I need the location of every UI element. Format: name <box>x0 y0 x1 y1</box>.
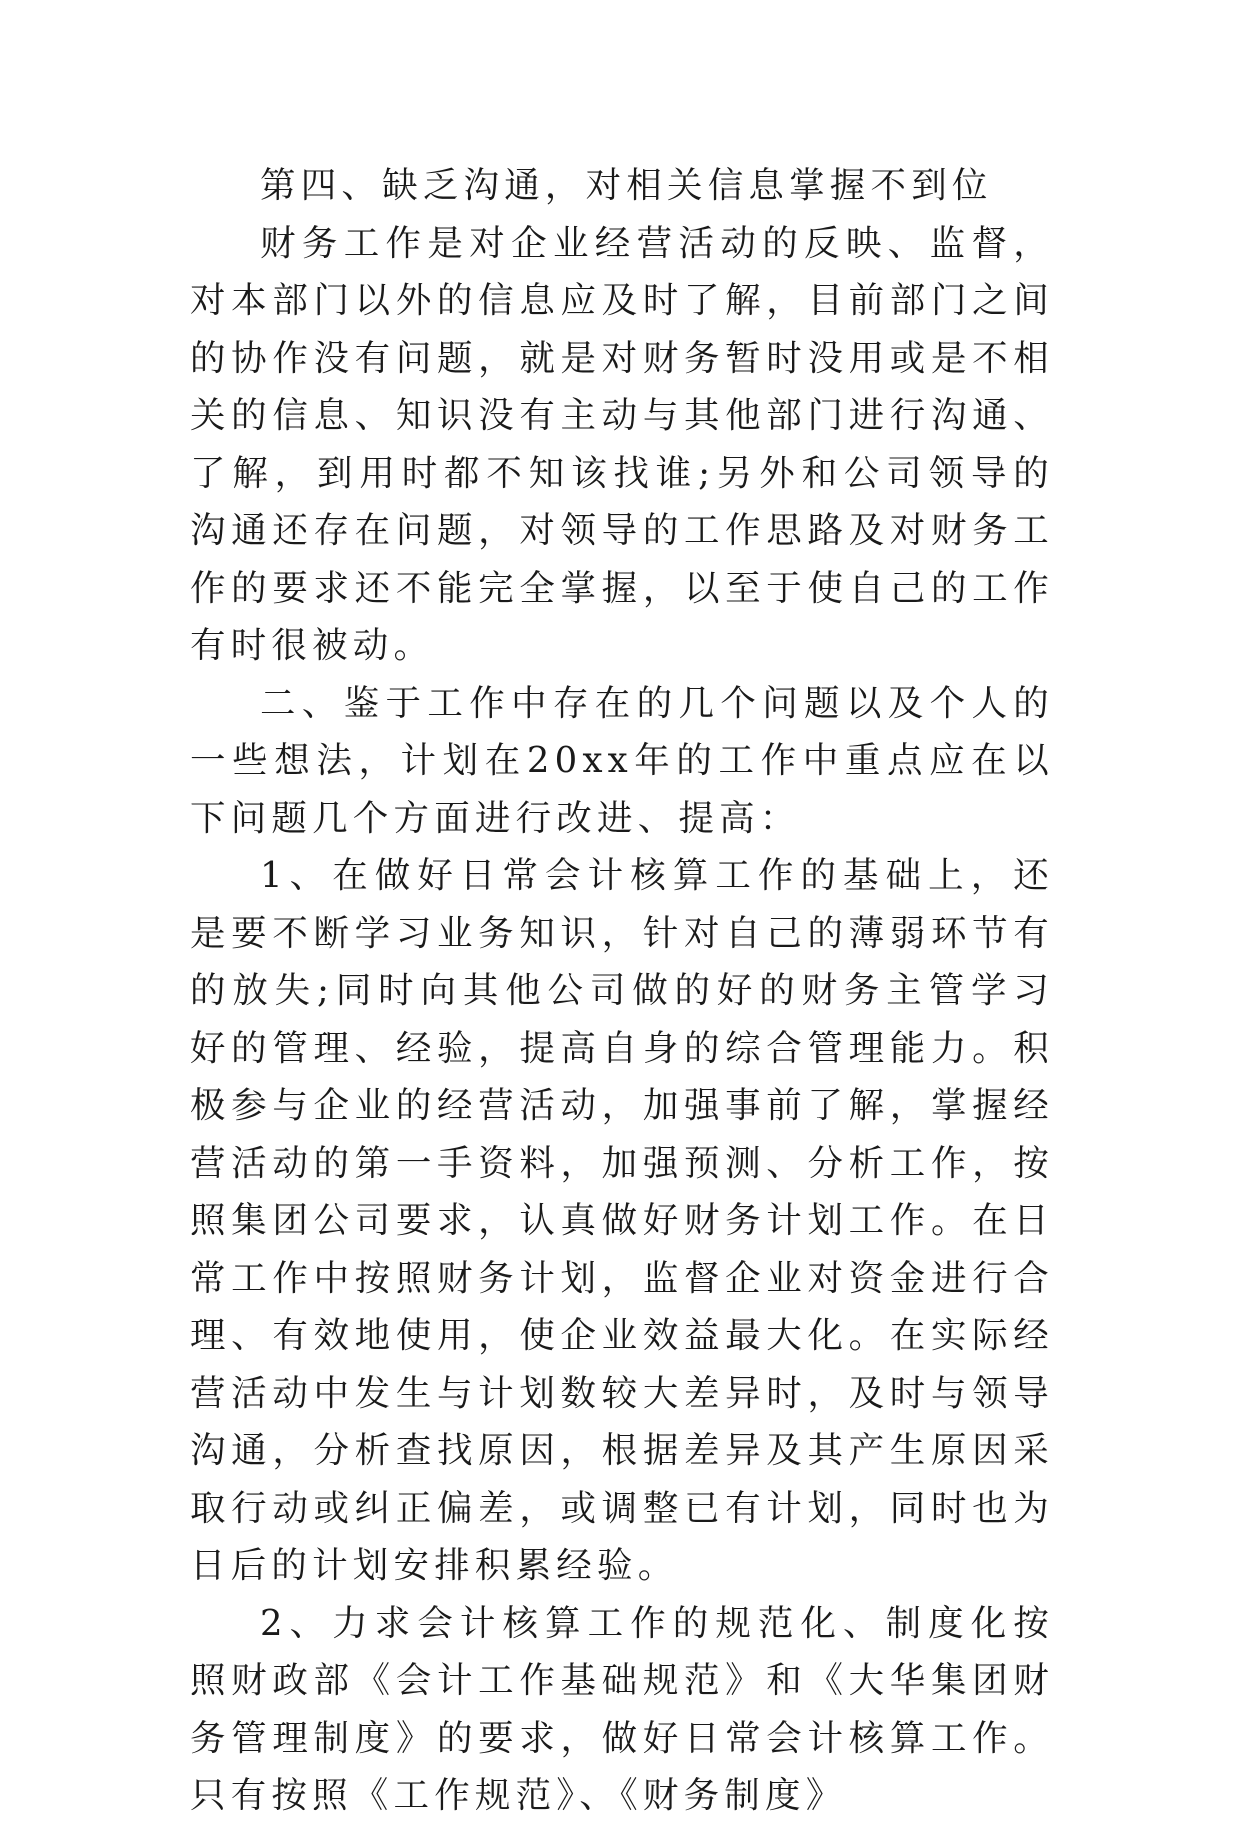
body-paragraph: 1、在做好日常会计核算工作的基础上，还是要不断学习业务知识，针对自己的薄弱环节有的放失;同时向其他公司做的好的财务主管学习好的管理、经验，提高自身的综合管理能力。积极参与企业的经营活动，加强事前了解，掌握经营活动的第一手资料，加强预测、分析工作，按照集团公司要求，认真做好财务计划工作。在日常工作中按照财务计划，监督企业对资金进行合理、有效地使用，使企业效益最大化。在实际经营活动中发生与计划数较大差异时，及时与领导沟通，分析查找原因，根据差异及其产生原因采取行动或纠正偏差，或调整已有计划，同时也为日后的计划安排积累经验。 <box>190 855 1054 1586</box>
body-paragraph: 财务工作是对企业经营活动的反映、监督，对本部门以外的信息应及时了解，目前部门之间的协作没有问题，就是对财务暂时没用或是不相关的信息、知识没有主动与其他部门进行沟通、了解，到用时都不知该找谁;另外和公司领导的沟通还存在问题，对领导的工作思路及对财务工作的要求还不能完全掌握，以至于使自己的工作有时很被动。 <box>190 222 1054 666</box>
section-heading: 第四、缺乏沟通，对相关信息掌握不到位 <box>260 165 993 206</box>
document-page <box>190 157 1054 1825</box>
body-paragraph: 2、力求会计核算工作的规范化、制度化按照财政部《会计工作基础规范》和《大华集团财务管理制度》的要求，做好日常会计核算工作。只有按照《工作规范》、《财务制度》 <box>190 1602 1054 1816</box>
body-paragraph: 二、鉴于工作中存在的几个问题以及个人的一些想法，计划在20xx年的工作中重点应在以下问题几个方面进行改进、提高： <box>190 682 1054 839</box>
